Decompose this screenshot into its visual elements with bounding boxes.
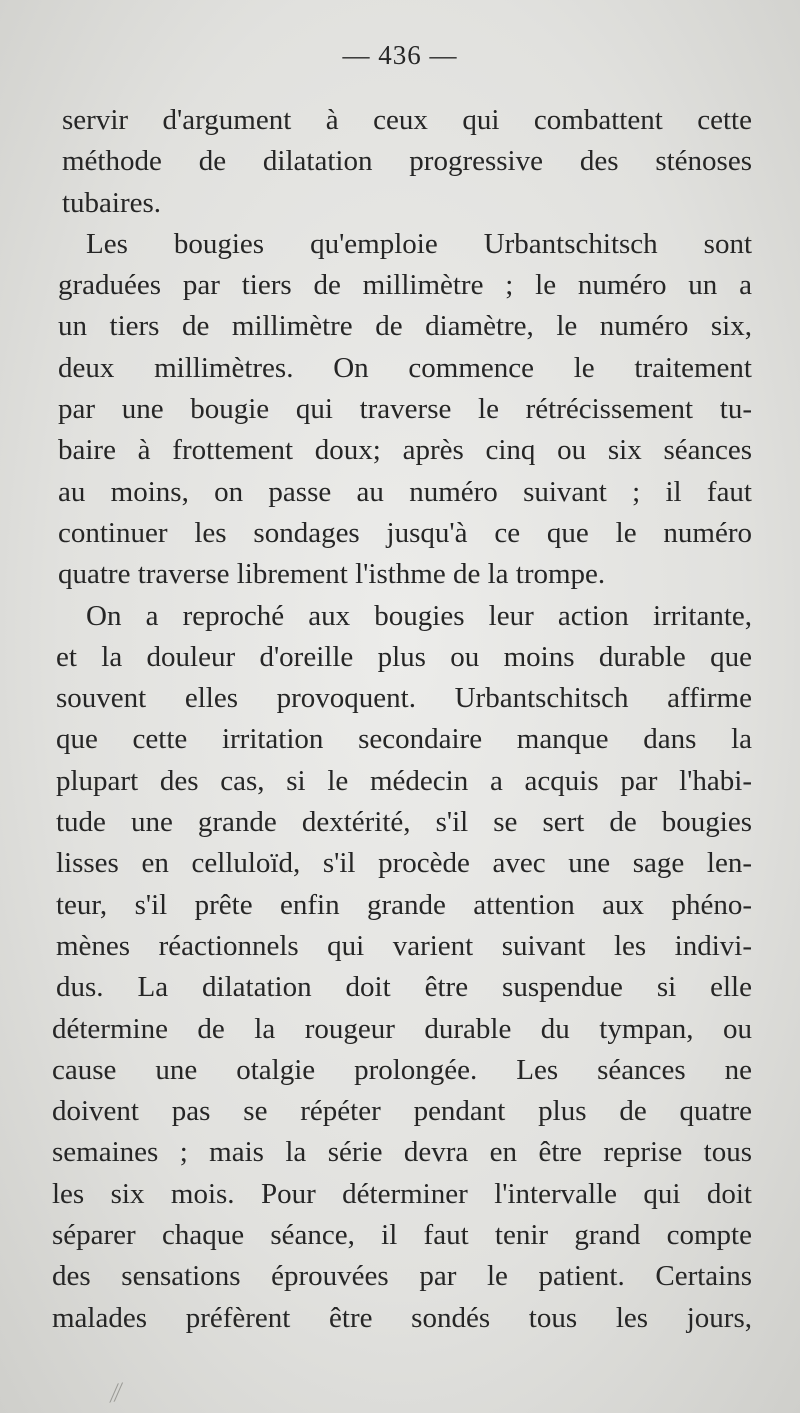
ink-smudge: ⁄⁄ bbox=[108, 1377, 124, 1408]
text-line: semaines ; mais la série devra en être reprise tous bbox=[52, 1136, 752, 1169]
text-line: graduées par tiers de millimètre ; le numéro un a bbox=[58, 269, 752, 302]
text-line: lisses en celluloïd, s'il procède avec une sage len- bbox=[56, 847, 752, 880]
text-line: plupart des cas, si le médecin a acquis par l'habi- bbox=[56, 764, 752, 797]
text-line: malades préfèrent être sondés tous les jours, bbox=[52, 1301, 752, 1334]
text-line: deux millimètres. On commence le traitement bbox=[58, 351, 752, 384]
text-line: mènes réactionnels qui varient suivant les indivi- bbox=[56, 929, 752, 962]
text-line: dus. La dilatation doit être suspendue si elle bbox=[56, 971, 752, 1004]
page-number: — 436 — bbox=[342, 40, 458, 70]
text-line: tubaires. bbox=[62, 186, 162, 219]
text-line: séparer chaque séance, il faut tenir grand compte bbox=[52, 1219, 752, 1252]
text-line: baire à frottement doux; après cinq ou six séances bbox=[58, 434, 752, 467]
text-line: servir d'argument à ceux qui combattent cette bbox=[62, 104, 752, 136]
text-line: Les bougies qu'emploie Urbantschitsch sont bbox=[86, 227, 752, 260]
text-line: teur, s'il prête enfin grande attention aux phéno- bbox=[56, 888, 752, 921]
text-line: quatre traverse librement l'isthme de la trompe. bbox=[58, 558, 606, 591]
text-line: continuer les sondages jusqu'à ce que le numéro bbox=[58, 516, 752, 549]
text-line: et la douleur d'oreille plus ou moins durable que bbox=[56, 640, 752, 673]
text-line: au moins, on passe au numéro suivant ; il faut bbox=[58, 475, 752, 508]
text-line: un tiers de millimètre de diamètre, le numéro six, bbox=[58, 310, 752, 343]
text-line: tude une grande dextérité, s'il se sert de bougies bbox=[56, 806, 752, 839]
text-line: cause une otalgie prolongée. Les séances ne bbox=[52, 1053, 752, 1086]
text-line: doivent pas se répéter pendant plus de quatre bbox=[52, 1095, 752, 1128]
text-line: On a reproché aux bougies leur action irritante, bbox=[86, 599, 752, 632]
text-line: des sensations éprouvées par le patient. Certains bbox=[52, 1260, 752, 1293]
text-line: souvent elles provoquent. Urbantschitsch affirme bbox=[56, 682, 752, 715]
text-line: par une bougie qui traverse le rétrécissement tu- bbox=[58, 393, 752, 426]
text-line: que cette irritation secondaire manque dans la bbox=[56, 723, 752, 756]
text-line: méthode de dilatation progressive des sténoses bbox=[62, 145, 752, 178]
text-line: détermine de la rougeur durable du tympan, ou bbox=[52, 1012, 752, 1045]
body-text bbox=[52, 100, 752, 1339]
text-line: les six mois. Pour déterminer l'intervalle qui doit bbox=[52, 1177, 752, 1210]
